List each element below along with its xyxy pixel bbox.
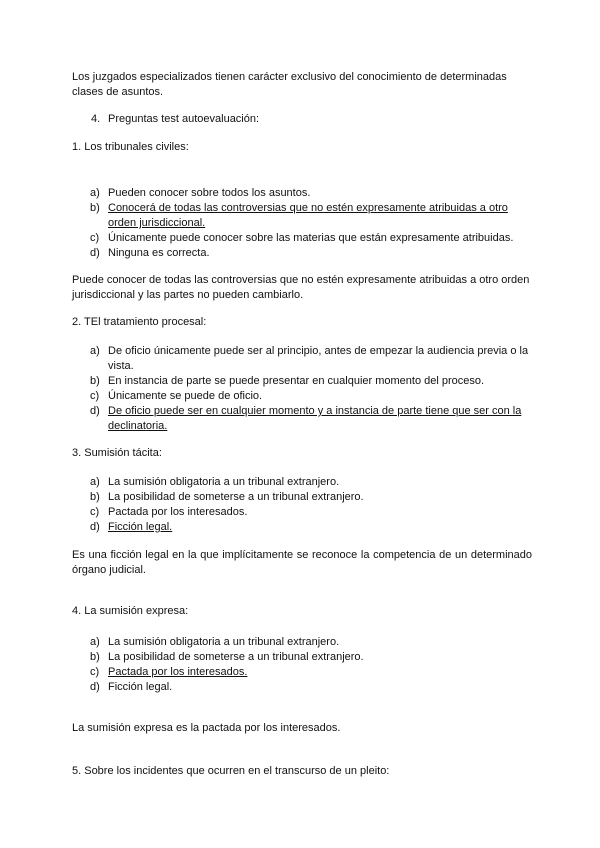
- option-item: [72, 231, 532, 246]
- option-text: Ficción legal.: [108, 681, 173, 693]
- option-item: [72, 490, 532, 505]
- option-item: [72, 635, 532, 650]
- option-letter: d): [90, 521, 100, 533]
- option-text: Ficción legal.: [108, 521, 173, 533]
- question-3-options: [72, 475, 532, 535]
- question-4-title: 4. La sumisión expresa:: [72, 605, 189, 617]
- option-text: Ninguna es correcta.: [108, 247, 210, 259]
- option-text: Pactada por los interesados.: [108, 506, 248, 518]
- question-4-explanation: La sumisión expresa es la pactada por los interesados.: [72, 722, 341, 734]
- option-item-correct: [72, 404, 532, 434]
- question-3-explanation: Es una ficción legal en la que implícitamente se reconoce la competencia de un determinado órgano judicial.: [72, 549, 532, 576]
- option-letter: b): [90, 651, 100, 663]
- option-letter: a): [90, 476, 100, 488]
- option-letter: b): [90, 491, 100, 503]
- question-1-explanation: Puede conocer de todas las controversias que no estén expresamente atribuidas a otro orden jurisdiccional y las partes no pueden cambiarlo.: [72, 274, 530, 301]
- section-title: Preguntas test autoevaluación:: [108, 113, 260, 125]
- option-letter: b): [90, 202, 100, 214]
- option-text: De oficio puede ser en cualquier momento y a instancia de parte tiene que ser con la declinatoria.: [108, 405, 522, 432]
- question-1-options: [72, 186, 532, 261]
- option-item: [72, 389, 532, 404]
- option-letter: b): [90, 375, 100, 387]
- option-text: La sumisión obligatoria a un tribunal extranjero.: [108, 476, 340, 488]
- intro-paragraph: Los juzgados especializados tienen carácter exclusivo del conocimiento de determinadas clases de asuntos.: [72, 71, 507, 98]
- option-letter: d): [90, 681, 100, 693]
- option-item: [72, 680, 532, 695]
- option-item: [72, 374, 532, 389]
- option-item-correct: [72, 520, 532, 535]
- option-item: [72, 344, 532, 374]
- option-text: La posibilidad de someterse a un tribunal extranjero.: [108, 651, 364, 663]
- option-item: [72, 246, 532, 261]
- option-letter: a): [90, 187, 100, 199]
- option-text: De oficio únicamente puede ser al principio, antes de empezar la audiencia previa o la vista.: [108, 345, 529, 372]
- option-text: Conocerá de todas las controversias que no estén expresamente atribuidas a otro orden jurisdiccional.: [108, 202, 508, 229]
- option-letter: a): [90, 345, 100, 357]
- question-5-title: 5. Sobre los incidentes que ocurren en el transcurso de un pleito:: [72, 765, 390, 777]
- question-2-title: 2. TEl tratamiento procesal:: [72, 316, 207, 328]
- section-heading: [72, 112, 532, 127]
- option-letter: d): [90, 247, 100, 259]
- option-letter: c): [90, 666, 100, 678]
- question-4-options: [72, 635, 532, 695]
- option-item: [72, 505, 532, 520]
- question-3-title: 3. Sumisión tácita:: [72, 447, 162, 459]
- question-2-options: [72, 344, 532, 434]
- option-text: En instancia de parte se puede presentar en cualquier momento del proceso.: [108, 375, 485, 387]
- option-item: [72, 475, 532, 490]
- question-1-title: 1. Los tribunales civiles:: [72, 141, 189, 153]
- option-text: La sumisión obligatoria a un tribunal extranjero.: [108, 636, 340, 648]
- option-letter: d): [90, 405, 100, 417]
- option-letter: c): [90, 506, 100, 518]
- option-text: La posibilidad de someterse a un tribunal extranjero.: [108, 491, 364, 503]
- option-item: [72, 186, 532, 201]
- option-item: [72, 650, 532, 665]
- option-text: Únicamente se puede de oficio.: [108, 390, 263, 402]
- option-text: Únicamente puede conocer sobre las materias que están expresamente atribuidas.: [108, 232, 514, 244]
- option-letter: a): [90, 636, 100, 648]
- option-item-correct: [72, 665, 532, 680]
- option-text: Pactada por los interesados.: [108, 666, 248, 678]
- option-item-correct: [72, 201, 532, 231]
- document-page: [72, 70, 532, 793]
- option-letter: c): [90, 390, 100, 402]
- option-text: Pueden conocer sobre todos los asuntos.: [108, 187, 311, 199]
- option-letter: c): [90, 232, 100, 244]
- section-number: 4.: [91, 113, 101, 125]
